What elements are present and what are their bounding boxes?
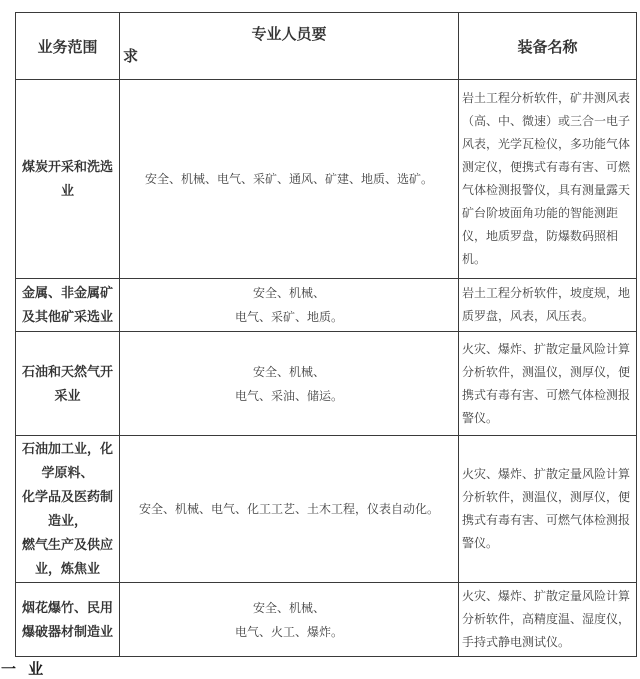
scope-line: 金属、非金属矿 (21, 285, 113, 300)
cell-scope (16, 436, 120, 583)
header-equipment-name: 装备名称 (459, 13, 637, 80)
cell-equipment: 火灾、爆炸、扩散定量风险计算分析软件，测温仪，测厚仪，便携式有毒有害、可燃气体检测报警仪。 (459, 332, 637, 436)
personnel-line: 安全、机械、电气、化工工艺、土木工程，仪表自动化。 (138, 502, 439, 516)
scope-line: 石油和天然气开 (21, 363, 113, 379)
personnel-line: 电气、火工、爆炸。 (234, 624, 343, 639)
scope-line: 造业， (47, 513, 87, 528)
scope-line: 烟花爆竹、民用 (21, 599, 113, 615)
cell-scope (16, 279, 120, 332)
cell-scope (16, 583, 120, 657)
cell-personnel (120, 279, 459, 332)
scope-line: 业，炼焦业 (34, 561, 100, 576)
cell-scope (16, 80, 120, 279)
personnel-line: 安全、机械、 (252, 600, 325, 615)
header-personnel-line2: 求 (123, 48, 139, 65)
personnel-line: 安全、机械、电气、采矿、通风、矿建、地质、选矿。 (144, 172, 433, 186)
table-row-coal-mining (16, 80, 637, 279)
cell-personnel (120, 332, 459, 436)
personnel-line: 电气、采矿、地质。 (234, 310, 343, 324)
clipped-paragraph-text: 一 业 (1, 661, 48, 678)
scope-line: 及其他矿采选业 (21, 309, 113, 324)
header-row (16, 13, 637, 80)
scope-line: 燃气生产及供应 (21, 537, 113, 552)
personnel-line: 安全、机械、 (252, 364, 325, 379)
scope-line: 爆破器材制造业 (21, 623, 113, 639)
cell-personnel (120, 80, 459, 279)
business-scope-requirements-table (15, 12, 637, 657)
scope-line: 化学品及医药制 (21, 489, 113, 504)
scope-line: 业 (60, 183, 74, 198)
scope-line: 煤炭开采和洗选 (21, 159, 113, 174)
personnel-line: 安全、机械、 (252, 286, 325, 300)
scope-line: 学原料、 (41, 465, 94, 480)
table-row-fireworks-explosives (16, 583, 637, 657)
cell-equipment: 岩土工程分析软件，矿井测风表（高、中、微速）或三合一电子风表，光学瓦检仪，多功能气体测定仪，便携式有毒有害、可燃气体检测报警仪，具有测量露天矿台阶坡面角功能的智能测距仪，地质罗盘，防爆数码照相机。 (459, 80, 637, 279)
header-personnel-line1: 专业人员要 (251, 26, 327, 43)
cell-personnel (120, 583, 459, 657)
table-row-oil-gas-extraction (16, 332, 637, 436)
personnel-line: 电气、采油、储运。 (234, 388, 343, 403)
cell-equipment: 火灾、爆炸、扩散定量风险计算分析软件，高精度温、湿度仪，手持式静电测试仪。 (459, 583, 637, 657)
cell-personnel (120, 436, 459, 583)
header-personnel-requirements (120, 13, 459, 80)
scope-line: 采业 (54, 387, 81, 403)
cell-equipment: 火灾、爆炸、扩散定量风险计算分析软件，测温仪，测厚仪，便携式有毒有害、可燃气体检测报警仪。 (459, 436, 637, 583)
header-business-scope: 业务范围 (16, 13, 120, 80)
scope-line: 石油加工业，化 (21, 441, 113, 456)
table-row-petro-chemical-industries (16, 436, 637, 583)
table-row-metal-nonmetal-mining (16, 279, 637, 332)
cell-scope (16, 332, 120, 436)
cell-equipment: 岩土工程分析软件，坡度规，地质罗盘，风表，风压表。 (459, 279, 637, 332)
